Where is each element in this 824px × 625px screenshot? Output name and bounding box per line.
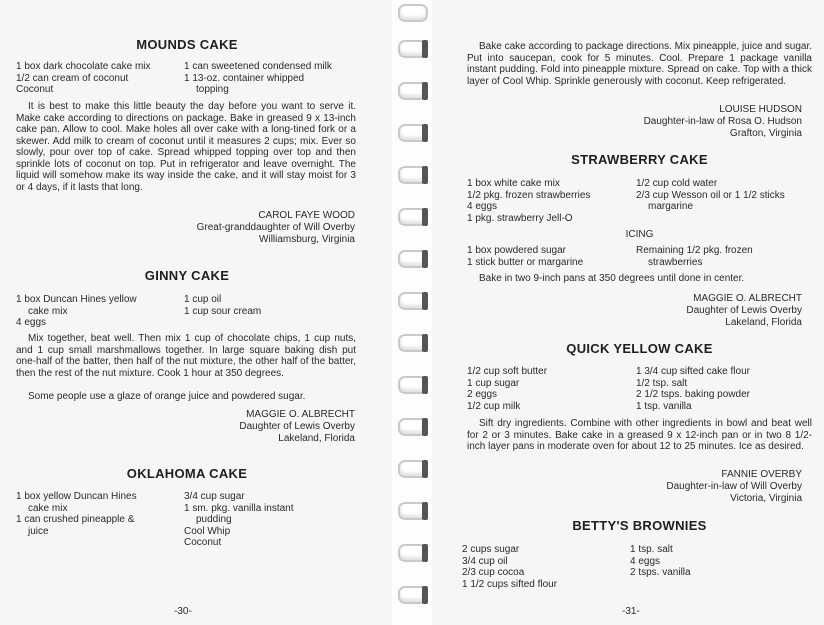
ingredient-line: 1 tsp. vanilla <box>636 400 692 412</box>
contributor-place: Victoria, Virginia <box>730 493 802 504</box>
binding-hole <box>422 40 428 58</box>
ingredient-line: 1 sm. pkg. vanilla instant <box>184 502 294 514</box>
ingredient-line: 1 tsp. salt <box>630 544 673 555</box>
contributor-relation: Daughter of Lewis Overby <box>686 305 802 316</box>
quick-yellow-ingredients-right <box>636 366 816 412</box>
contributor-place: Williamsburg, Virginia <box>259 234 355 245</box>
ingredient-line: juice <box>28 525 49 537</box>
ingredient-line: 4 eggs <box>467 201 498 212</box>
ginny-ingredients-left <box>16 294 186 329</box>
ingredient-line: 1/2 cup cold water <box>636 178 718 189</box>
binding-hole <box>422 502 428 520</box>
ingredient-line: Cool Whip <box>184 525 231 537</box>
ginny-cake-title: GINNY CAKE <box>144 268 230 283</box>
mounds-directions: It is best to make this little beauty the day before you want to serve it. Make cake according to directions on package. Bake in greased 9 x 13-inch cake pan. Allow to cool. Make holes all over cake with a long-tined fork or a skewer. Add milk to cream of coconut until it measures 2 cups; mix. Ever so slowly, pour over top of cake. Spread whipped topping over top and then sprinkle lots of coconut on top. Put in refrigerator and leave overnight. The liquid will somehow make its way inside the cake, and it will stay moist for 3 or 4 days, if it lasts that long. <box>16 101 356 193</box>
ingredient-line: 1 box yellow Duncan Hines <box>16 491 137 502</box>
ginny-directions: Mix together, beat well. Then mix 1 cup of chocolate chips, 1 cup nuts, and 1 cup small marshmallows together. In large square baking dish put one-half of the batter, then half of the nut mixture, the other half of the batter, then the rest of the nut mixture. Cook 1 hour at 350 degrees. <box>16 333 356 379</box>
ingredient-line: 1 cup oil <box>184 294 222 305</box>
ingredient-line: 2 cups sugar <box>462 544 520 555</box>
ingredient-line: 1/2 cup milk <box>467 400 521 412</box>
strawberry-directions: Bake in two 9-inch pans at 350 degrees until done in center. <box>479 273 745 284</box>
ingredient-line: 1 stick butter or margarine <box>467 256 584 268</box>
binding-hole <box>422 250 428 268</box>
ingredient-line: 1/2 can cream of coconut <box>16 72 129 84</box>
ingredient-line: 1 13-oz. container whipped <box>184 72 305 84</box>
binding-hole <box>422 292 428 310</box>
mounds-ingredients-right <box>184 61 364 96</box>
binding-hole <box>422 418 428 436</box>
contributor-place: Grafton, Virginia <box>729 128 802 139</box>
ingredient-line: pudding <box>196 514 232 525</box>
ginny-ingredients-right <box>184 294 354 317</box>
binding-hole <box>422 586 428 604</box>
contributor-name: FANNIE OVERBY <box>721 469 802 480</box>
contributor-name: MAGGIE O. ALBRECHT <box>693 293 802 304</box>
strawberry-ingredients-right <box>636 178 816 213</box>
ingredient-line: 1 can crushed pineapple & <box>16 514 135 525</box>
ingredient-line: 1 box dark chocolate cake mix <box>16 61 151 72</box>
contributor-place: Lakeland, Florida <box>725 317 802 328</box>
ingredient-line: 3/4 cup sugar <box>184 491 245 502</box>
ingredient-line: 2/3 cup cocoa <box>462 567 525 578</box>
ingredient-line: 1 3/4 cup sifted cake flour <box>636 366 750 377</box>
strawberry-signature <box>582 293 802 329</box>
ingredient-line: 1 box Duncan Hines yellow <box>16 294 137 305</box>
oklahoma-cake-title: OKLAHOMA CAKE <box>126 466 248 481</box>
ingredient-line: Remaining 1/2 pkg. frozen <box>636 245 753 256</box>
ingredient-line: 1 cup sugar <box>467 377 520 389</box>
page-number-right: -31- <box>622 606 640 617</box>
contributor-name: LOUISE HUDSON <box>719 104 802 115</box>
contributor-relation: Daughter of Lewis Overby <box>239 421 355 432</box>
ingredient-line: strawberries <box>648 256 703 268</box>
ingredient-line: cake mix <box>28 502 68 514</box>
ingredient-line: Coconut <box>184 537 222 548</box>
ingredient-line: margarine <box>648 201 694 212</box>
mounds-ingredients-left <box>16 61 186 96</box>
quick-yellow-signature <box>582 469 802 505</box>
contributor-name: MAGGIE O. ALBRECHT <box>246 409 355 420</box>
ingredient-line: 3/4 cup oil <box>462 555 508 567</box>
ingredient-line: 1 box powdered sugar <box>467 245 566 256</box>
ingredient-line: 1 1/2 cups sifted flour <box>462 578 558 590</box>
ginny-signature <box>150 409 355 445</box>
ingredient-line: Coconut <box>16 84 54 95</box>
contributor-relation: Daughter-in-law of Will Overby <box>666 481 802 492</box>
ingredient-line: 1 cup sour cream <box>184 305 262 317</box>
ingredient-line: 1/2 pkg. frozen strawberries <box>467 189 591 201</box>
oklahoma-ingredients-left <box>16 491 186 537</box>
binding-hole <box>422 334 428 352</box>
ingredient-line: 2 eggs <box>467 389 498 400</box>
mounds-signature <box>150 210 355 246</box>
oklahoma-directions: Bake cake according to package directions. Mix pineapple, juice and sugar. Put into saucepan, cook for 5 minutes. Cool. Prepare 1 package vanilla instant pudding. Fold into pineapple mixture. Spread on cake. Top with a thick layer of Cool Whip. Sprinkle generously with coconut. Keep refrigerated. <box>467 41 812 87</box>
ingredient-line: 4 eggs <box>630 555 661 567</box>
oklahoma-ingredients-right <box>184 491 354 549</box>
ingredient-line: 2 1/2 tsps. baking powder <box>636 389 750 400</box>
quick-yellow-cake-title: QUICK YELLOW CAKE <box>566 341 713 356</box>
contributor-name: CAROL FAYE WOOD <box>258 210 355 221</box>
ingredient-line: topping <box>196 84 229 95</box>
quick-yellow-directions: Sift dry ingredients. Combine with other ingredients in bowl and beat well for 2 or 3 minutes. Bake cake in a greased 9 x 12-inch pan or in two 8 1/2-inch layer pans in moderate oven for about 12 to 25 minutes. Ice as desired. <box>467 418 812 452</box>
ingredient-line: 4 eggs <box>16 317 47 328</box>
binding-hole <box>422 376 428 394</box>
quick-yellow-ingredients-left <box>467 366 637 412</box>
ingredient-line: 2/3 cup Wesson oil or 1 1/2 sticks <box>636 189 785 201</box>
strawberry-cake-title: STRAWBERRY CAKE <box>571 152 708 167</box>
ingredient-line: 1 pkg. strawberry Jell-O <box>467 212 573 224</box>
ingredient-line: 1 can sweetened condensed milk <box>184 61 332 72</box>
bettys-brownies-title: BETTY'S BROWNIES <box>572 518 707 533</box>
binding-hole <box>422 460 428 478</box>
contributor-place: Lakeland, Florida <box>278 433 355 444</box>
contributor-relation: Great-granddaughter of Will Overby <box>196 222 355 233</box>
contributor-relation: Daughter-in-law of Rosa O. Hudson <box>643 116 802 127</box>
ingredient-line: 1 box white cake mix <box>467 178 560 189</box>
binding-hole <box>422 208 428 226</box>
page-number-left: -30- <box>174 606 192 617</box>
icing-ingredients-left <box>467 245 637 268</box>
brownies-ingredients-left <box>462 544 632 590</box>
spiral-binding <box>392 0 432 625</box>
right-page <box>432 0 824 625</box>
brownies-ingredients-right <box>630 544 800 579</box>
icing-subtitle: ICING <box>625 229 654 240</box>
binding-ring <box>398 4 428 22</box>
mounds-cake-title: MOUNDS CAKE <box>136 37 238 52</box>
ginny-note: Some people use a glaze of orange juice and powdered sugar. <box>28 391 306 402</box>
ingredient-line: cake mix <box>28 305 68 317</box>
binding-hole <box>422 124 428 142</box>
binding-hole <box>422 166 428 184</box>
left-page <box>0 0 392 625</box>
binding-hole <box>422 82 428 100</box>
ingredient-line: 2 tsps. vanilla <box>630 567 691 578</box>
strawberry-ingredients-left <box>467 178 637 224</box>
binding-hole <box>422 544 428 562</box>
ingredient-line: 1/2 cup soft butter <box>467 366 548 377</box>
icing-ingredients-right <box>636 245 816 268</box>
oklahoma-signature <box>582 104 802 140</box>
ingredient-line: 1/2 tsp. salt <box>636 377 688 389</box>
